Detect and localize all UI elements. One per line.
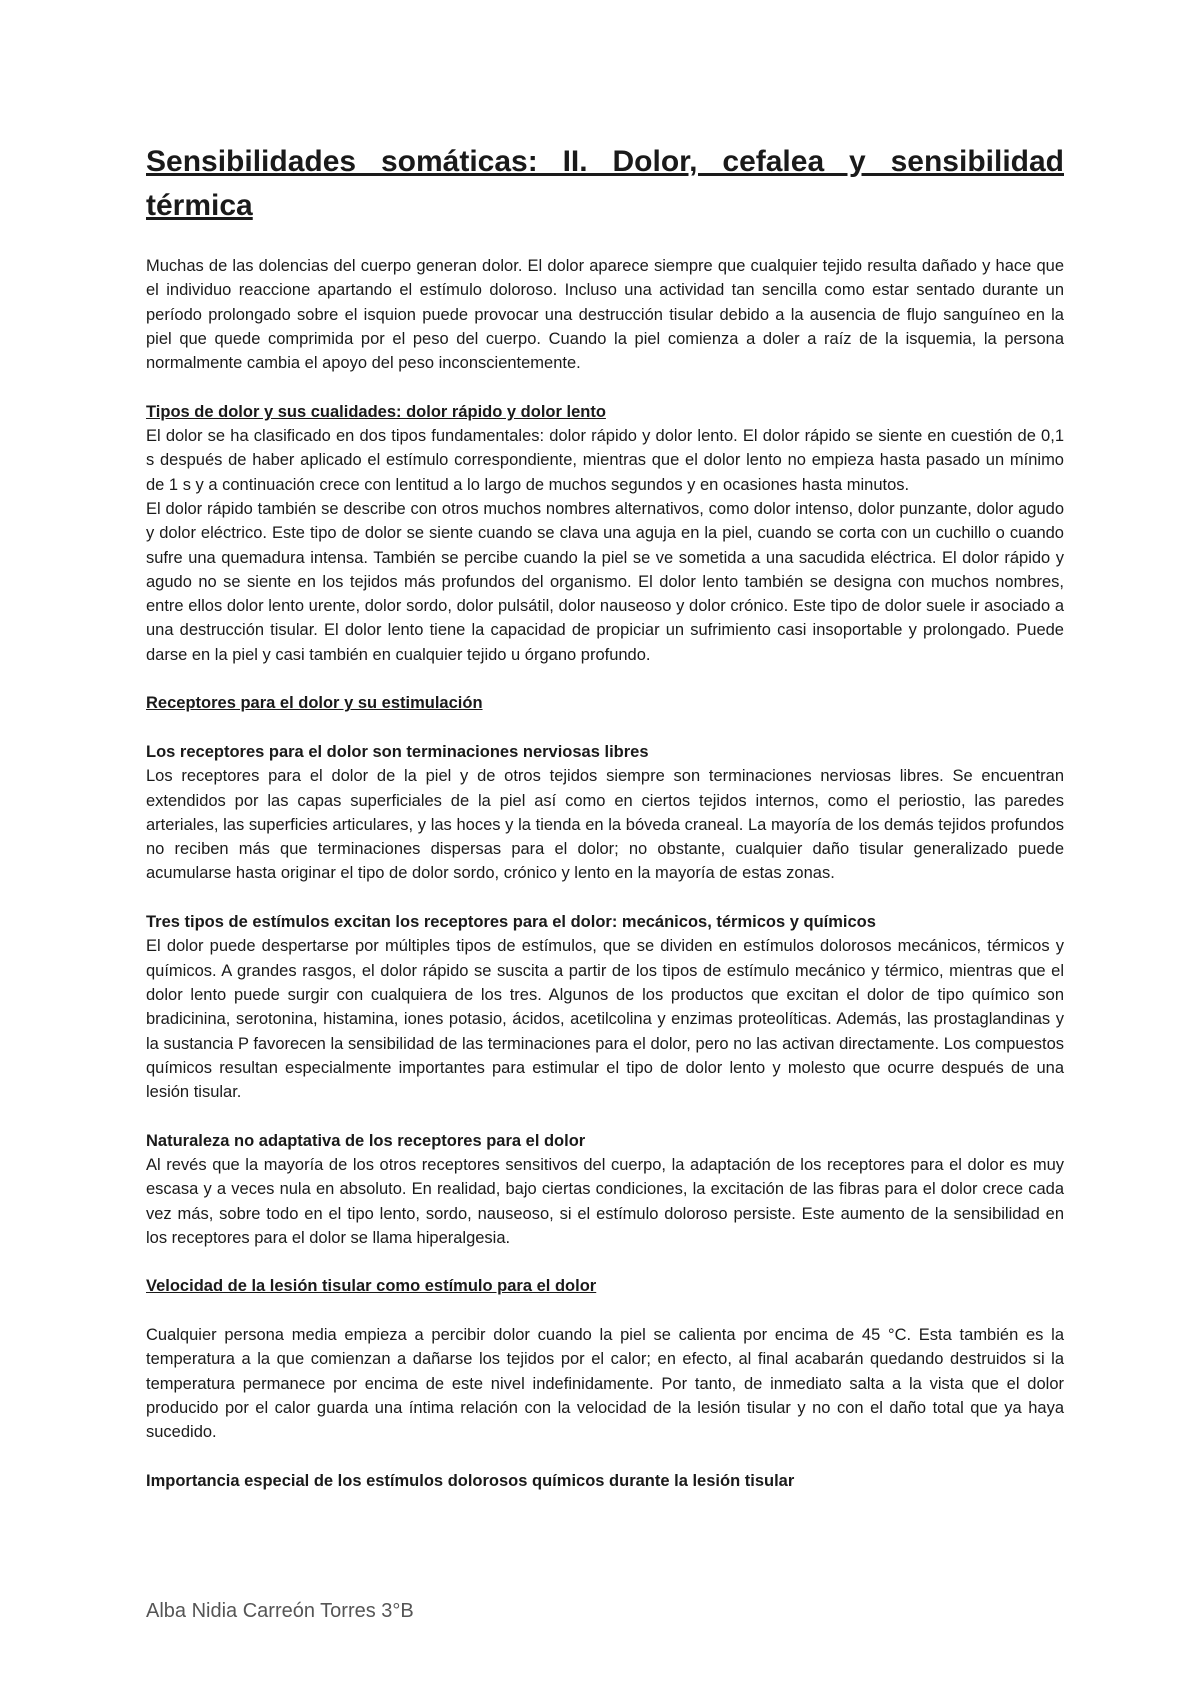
- document-title: Sensibilidades somáticas: II. Dolor, cefalea y sensibilidad térmica: [146, 145, 1064, 222]
- section-heading-tipos-de-dolor: Tipos de dolor y sus cualidades: dolor rápido y dolor lento: [146, 402, 606, 421]
- spacer: [146, 667, 1064, 691]
- section-heading-velocidad-lesion: Velocidad de la lesión tisular como estímulo para el dolor: [146, 1277, 597, 1296]
- paragraph-velocidad-lesion: Cualquier persona media empieza a percibir dolor cuando la piel se calienta por encima de 45 °C. Esta también es la temperatura a la que comienzan a dañarse los tejidos por el calor; en efecto, al final acabarán quedando destruidos si la temperatura permanece por encima de este nivel indefinidamente. Por tanto, de inmediato salta a la vista que el dolor producido por el calor guarda una íntima relación con la velocidad de la lesión tisular y no con el daño total que ya haya sucedido.: [146, 1326, 1064, 1442]
- spacer: [146, 1250, 1064, 1274]
- subheading-naturaleza-no-adaptativa: Naturaleza no adaptativa de los receptores para el dolor: [146, 1131, 586, 1150]
- document-body: [146, 140, 1064, 1493]
- paragraph-naturaleza-no-adaptativa: Al revés que la mayoría de los otros receptores sensitivos del cuerpo, la adaptación de los receptores para el dolor es muy escasa y a veces nula en absoluto. En realidad, bajo ciertas condiciones, la excitación de las fibras para el dolor crece cada vez más, sobre todo en el tipo lento, sordo, nauseoso, si el estímulo doloroso persiste. Este aumento de la sensibilidad en los receptores para el dolor se llama hiperalgesia.: [146, 1155, 1064, 1247]
- paragraph-tipos-dolor-2: El dolor rápido también se describe con otros muchos nombres alternativos, como dolor intenso, dolor punzante, dolor agudo y dolor eléctrico. Este tipo de dolor se siente cuando se clava una aguja en la piel, cuando se corta con un cuchillo o cuando sufre una quemadura intensa. También se percibe cuando la piel se ve sometida a una sacudida eléctrica. El dolor rápido y agudo no se siente en los tejidos más profundos del organismo. El dolor lento también se designa con muchos nombres, entre ellos dolor lento urente, dolor sordo, dolor pulsátil, dolor nauseoso y dolor crónico. Este tipo de dolor suele ir asociado a una destrucción tisular. El dolor lento tiene la capacidad de propiciar un sufrimiento casi insoportable y prolongado. Puede darse en la piel y casi también en cualquier tejido u órgano profundo.: [146, 499, 1064, 664]
- spacer: [146, 375, 1064, 399]
- spacer: [146, 1299, 1064, 1323]
- subheading-estimulos-quimicos: Importancia especial de los estímulos dolorosos químicos durante la lesión tisular: [146, 1471, 795, 1490]
- paragraph-terminaciones-libres: Los receptores para el dolor de la piel y de otros tejidos siempre son terminaciones nerviosas libres. Se encuentran extendidos por las capas superficiales de la piel así como en ciertos tejidos internos, como el periostio, las paredes arteriales, las superficies articulares, y las hoces y la tienda en la bóveda craneal. La mayoría de los demás tejidos profundos no reciben más que terminaciones dispersas para el dolor; no obstante, cualquier daño tisular generalizado puede acumularse hasta originar el tipo de dolor sordo, crónico y lento en la mayoría de estas zonas.: [146, 767, 1064, 883]
- spacer: [146, 1445, 1064, 1469]
- paragraph-tres-tipos-estimulos: El dolor puede despertarse por múltiples tipos de estímulos, que se dividen en estímulos dolorosos mecánicos, térmicos y químicos. A grandes rasgos, el dolor rápido se suscita a partir de los tipos de estímulo mecánico y térmico, mientras que el dolor lento puede surgir con cualquiera de los tres. Algunos de los productos que excitan el dolor de tipo químico son bradicinina, serotonina, histamina, iones potasio, ácidos, acetilcolina y enzimas proteolíticas. Además, las prostaglandinas y la sustancia P favorecen la sensibilidad de las terminaciones para el dolor, pero no las activan directamente. Los compuestos químicos resultan especialmente importantes para estimular el tipo de dolor lento y molesto que ocurre después de una lesión tisular.: [146, 937, 1064, 1102]
- intro-paragraph: Muchas de las dolencias del cuerpo generan dolor. El dolor aparece siempre que cualquier tejido resulta dañado y hace que el individuo reaccione apartando el estímulo doloroso. Incluso una actividad tan sencilla como estar sentado durante un período prolongado sobre el isquion puede provocar una destrucción tisular debido a la ausencia de flujo sanguíneo en la piel que quede comprimida por el peso del cuerpo. Cuando la piel comienza a doler a raíz de la isquemia, la persona normalmente cambia el apoyo del peso inconscientemente.: [146, 257, 1064, 373]
- spacer: [146, 1104, 1064, 1128]
- spacer: [146, 716, 1064, 740]
- page-footer-author: Alba Nidia Carreón Torres 3°B: [146, 1600, 414, 1622]
- section-heading-receptores: Receptores para el dolor y su estimulación: [146, 694, 483, 713]
- paragraph-tipos-dolor-1: El dolor se ha clasificado en dos tipos fundamentales: dolor rápido y dolor lento. El dolor rápido se siente en cuestión de 0,1 s después de haber aplicado el estímulo correspondiente, mientras que el dolor lento no empieza hasta pasado un mínimo de 1 s y a continuación crece con lentitud a lo largo de muchos segundos y en ocasiones hasta minutos.: [146, 427, 1064, 494]
- subheading-terminaciones-libres: Los receptores para el dolor son terminaciones nerviosas libres: [146, 742, 649, 761]
- subheading-tres-tipos-estimulos: Tres tipos de estímulos excitan los receptores para el dolor: mecánicos, térmicos y químicos: [146, 913, 876, 932]
- spacer: [146, 886, 1064, 910]
